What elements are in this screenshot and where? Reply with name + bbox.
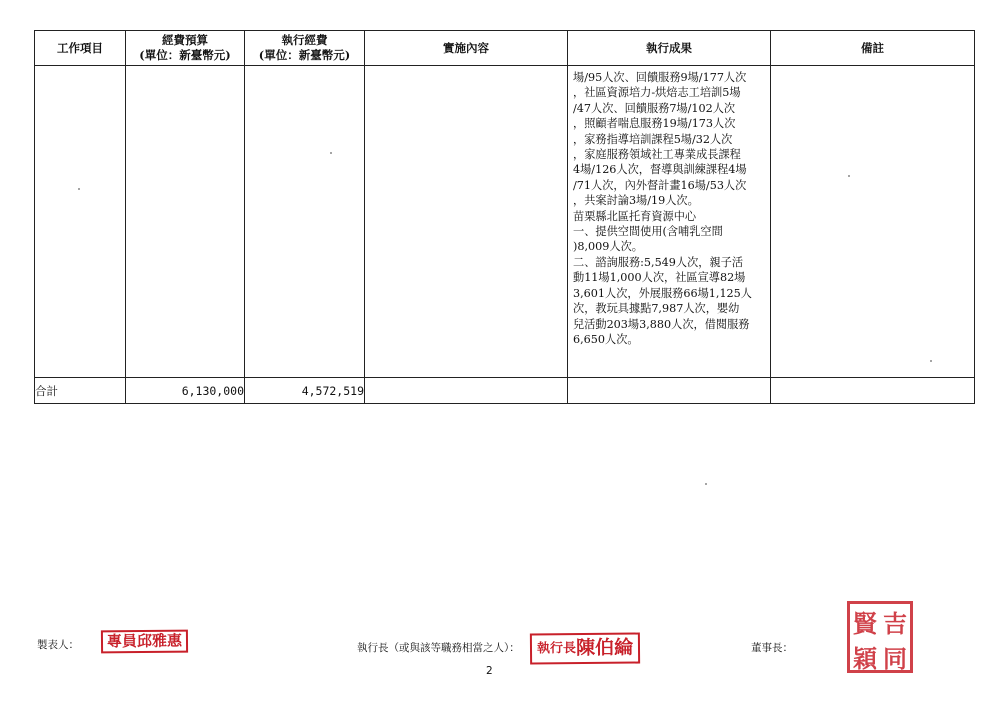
cell-budget — [126, 66, 245, 378]
executive-stamp-title: 執行長 — [536, 641, 577, 657]
cell-remarks — [771, 66, 975, 378]
chair-seal-stamp: 賢 吉 穎 同 — [847, 601, 913, 673]
scan-speck — [330, 152, 332, 154]
header-content: 實施內容 — [365, 31, 568, 66]
header-spent — [245, 31, 365, 66]
header-spent-unit: (單位：新臺幣元) — [258, 48, 351, 62]
total-content — [365, 378, 568, 404]
total-result — [568, 378, 771, 404]
cell-result — [568, 66, 771, 378]
chair-label: 董事長： — [751, 642, 793, 654]
total-budget: 6,130,000 — [126, 378, 245, 404]
table-row — [35, 66, 975, 378]
header-row — [35, 31, 975, 66]
page-number: 2 — [486, 665, 493, 677]
scan-speck — [848, 175, 850, 177]
header-budget-unit: (單位：新臺幣元) — [139, 48, 231, 62]
cell-content — [365, 66, 568, 378]
cell-item — [35, 66, 126, 378]
total-spent: 4,572,519 — [245, 378, 365, 404]
scan-speck — [930, 360, 932, 362]
preparer-stamp: 專員邱雅惠 — [101, 630, 188, 654]
executive-label: 執行長（或與該等職務相當之人）： — [357, 642, 520, 654]
header-result: 執行成果 — [568, 31, 771, 66]
total-remarks — [771, 378, 975, 404]
total-row — [35, 378, 975, 404]
scan-speck — [705, 483, 707, 485]
header-spent-title: 執行經費 — [281, 33, 328, 47]
total-label: 合計 — [35, 378, 126, 404]
header-budget — [126, 31, 245, 66]
funding-report-table — [34, 30, 975, 404]
cell-spent — [245, 66, 365, 378]
scan-speck — [78, 188, 80, 190]
result-text: 場/95人次、回饋服務9場/177人次 ，社區資源培力-烘焙志工培訓5場 /47人次、回饋服務7場/102人次 ，照顧者喘息服務19場/173人次 ，家務指導培訓課程5場/32人次 ，家庭服務領域社工專業成長課程 4場/126人次，督導與訓練課程4場 /71人次，內外督計畫16場/53人次 ，共案討論3場/19人次。 苗栗縣北區托育資源中心 一、提供空間使用(含哺乳空間 )8,009人次。 二、諮詢服務:5,549人次，親子活 動11場1,000人次，社區宣導82場 3,601人次，外展服務66場1,125人 次，教玩具據點7,987人次，嬰幼 兒活動203場3,880人次，借閱服務 6,650人次。 — [573, 71, 752, 346]
executive-stamp-name: 陳伯綸 — [575, 636, 634, 660]
header-remarks: 備註 — [771, 31, 975, 66]
header-budget-title: 經費預算 — [162, 33, 208, 47]
preparer-label: 製表人： — [37, 639, 79, 651]
header-item: 工作項目 — [35, 31, 126, 66]
executive-stamp — [530, 633, 640, 665]
